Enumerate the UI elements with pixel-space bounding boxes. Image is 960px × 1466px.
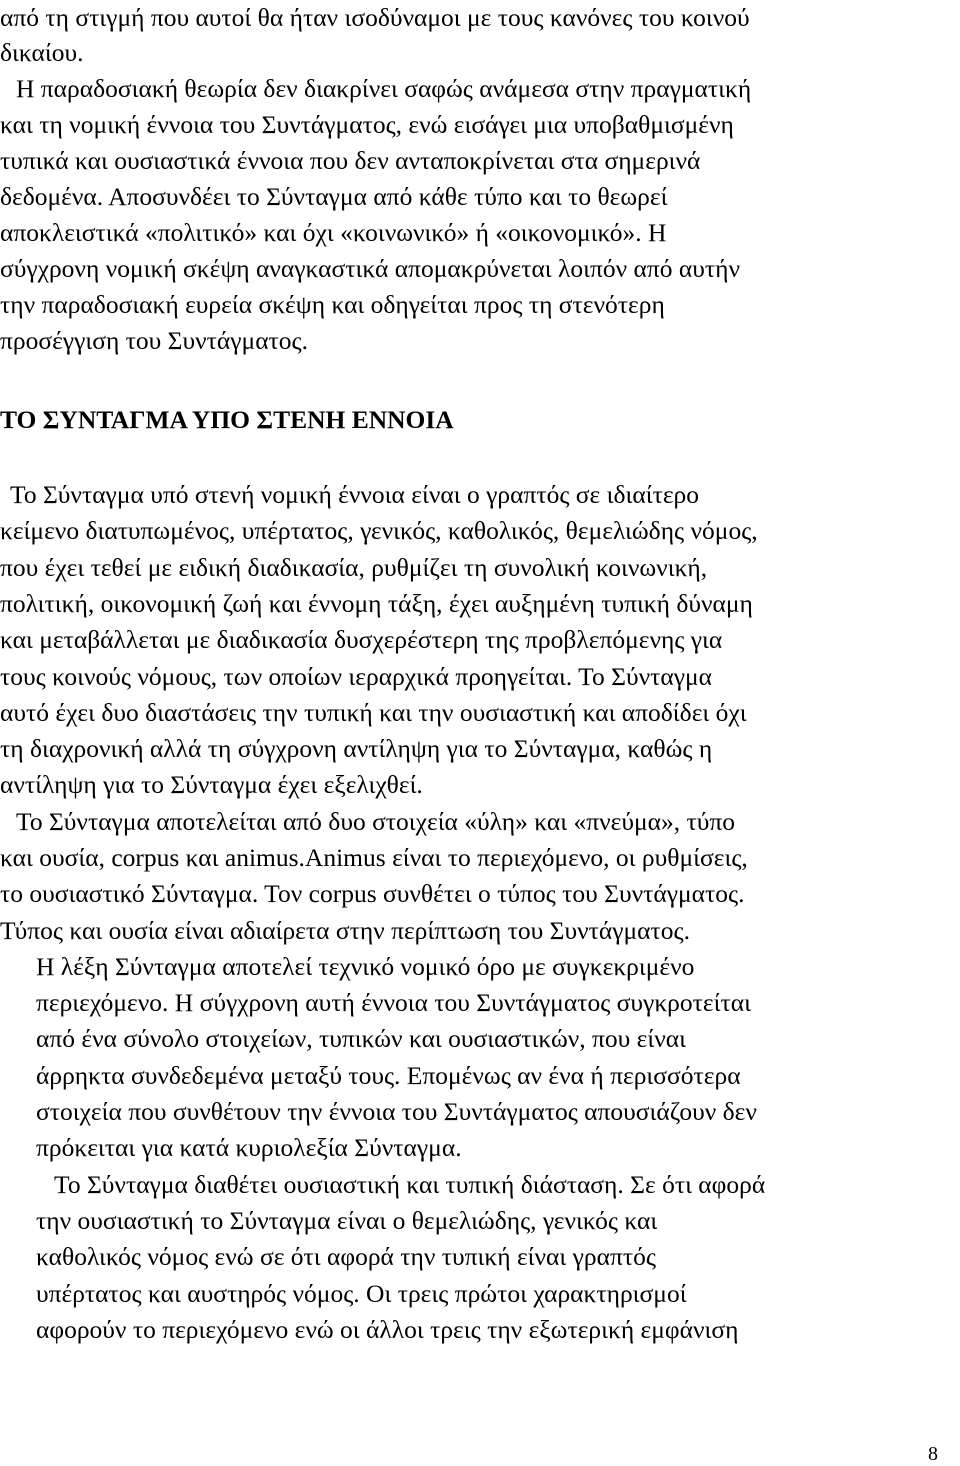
text-line: και τη νομική έννοια του Συντάγματος, ενώ εισάγει μια υποβαθμισμένη xyxy=(0,110,734,139)
text-line: αποκλειστικά «πολιτικό» και όχι «κοινωνικό» ή «οικονομικό». Η xyxy=(0,218,667,247)
text-line: πρόκειται για κατά κυριολεξία Σύνταγμα. xyxy=(36,1133,462,1162)
text-line: Το Σύνταγμα υπό στενή νομική έννοια είναι ο γραπτός σε ιδιαίτερο xyxy=(10,480,700,509)
text-line: την παραδοσιακή ευρεία σκέψη και οδηγείται προς τη στενότερη xyxy=(0,290,665,319)
text-line: αφορούν το περιεχόμενο ενώ οι άλλοι τρεις την εξωτερική εμφάνιση xyxy=(36,1315,739,1344)
text-line: άρρηκτα συνδεδεμένα μεταξύ τους. Επομένως αν ένα ή περισσότερα xyxy=(36,1061,741,1090)
text-line: περιεχόμενο. Η σύγχρονη αυτή έννοια του Συντάγματος συγκροτείται xyxy=(36,988,751,1017)
text-line: από ένα σύνολο στοιχείων, τυπικών και ουσιαστικών, που είναι xyxy=(36,1024,687,1053)
text-line: και ουσία, corpus και animus.Animus είναι το περιεχόμενο, οι ρυθμίσεις, xyxy=(0,843,748,872)
text-line: την ουσιαστική το Σύνταγμα είναι ο θεμελιώδης, γενικός και xyxy=(36,1206,658,1235)
text-line: προσέγγιση του Συντάγματος. xyxy=(0,326,309,355)
text-line: τους κοινούς νόμους, των οποίων ιεραρχικά προηγείται. Το Σύνταγμα xyxy=(0,662,713,691)
text-line: Τύπος και ουσία είναι αδιαίρετα στην περίπτωση του Συντάγματος. xyxy=(0,916,690,945)
page-number: 8 xyxy=(928,1443,938,1465)
section-heading: ΤΟ ΣΥΝΤΑΓΜΑ ΥΠΟ ΣΤΕΝΗ ΕΝΝΟΙΑ xyxy=(0,405,454,434)
text-line: στοιχεία που συνθέτουν την έννοια του Συντάγματος απουσιάζουν δεν xyxy=(36,1097,757,1126)
text-line: Το Σύνταγμα αποτελείται από δυο στοιχεία «ύλη» και «πνεύμα», τύπο xyxy=(16,807,736,836)
text-line: υπέρτατος και αυστηρός νόμος. Οι τρεις πρώτοι χαρακτηρισμοί xyxy=(36,1279,687,1308)
text-line: αυτό έχει δυο διαστάσεις την τυπική και την ουσιαστική και αποδίδει όχι xyxy=(0,698,747,727)
text-line: και μεταβάλλεται με διαδικασία δυσχερέστερη της προβλεπόμενης για xyxy=(0,625,723,654)
text-line: που έχει τεθεί με ειδική διαδικασία, ρυθμίζει τη συνολική κοινωνική, xyxy=(0,553,708,582)
text-line: σύγχρονη νομική σκέψη αναγκαστικά απομακρύνεται λοιπόν από αυτήν xyxy=(0,254,740,283)
text-line: πολιτική, οικονομική ζωή και έννομη τάξη, έχει αυξημένη τυπική δύναμη xyxy=(0,589,753,618)
text-line: δικαίου. xyxy=(0,38,84,67)
text-line: Η λέξη Σύνταγμα αποτελεί τεχνικό νομικό όρο με συγκεκριμένο xyxy=(36,952,695,981)
text-line: τη διαχρονική αλλά τη σύγχρονη αντίληψη για το Σύνταγμα, καθώς η xyxy=(0,734,713,763)
text-line: κείμενο διατυπωμένος, υπέρτατος, γενικός, καθολικός, θεμελιώδης νόμος, xyxy=(0,516,758,545)
text-line: από τη στιγμή που αυτοί θα ήταν ισοδύναμοι με τους κανόνες του κοινού xyxy=(0,3,750,32)
text-line: δεδομένα. Αποσυνδέει το Σύνταγμα από κάθε τύπο και το θεωρεί xyxy=(0,182,668,211)
text-line: αντίληψη για το Σύνταγμα έχει εξελιχθεί. xyxy=(0,770,423,799)
text-line: τυπικά και ουσιαστικά έννοια που δεν ανταποκρίνεται στα σημερινά xyxy=(0,146,701,175)
text-line: καθολικός νόμος ενώ σε ότι αφορά την τυπική είναι γραπτός xyxy=(36,1242,656,1271)
text-line: Το Σύνταγμα διαθέτει ουσιαστική και τυπική διάσταση. Σε ότι αφορά xyxy=(54,1170,766,1199)
text-line: Η παραδοσιακή θεωρία δεν διακρίνει σαφώς ανάμεσα στην πραγματική xyxy=(16,74,752,103)
text-line: το ουσιαστικό Σύνταγμα. Τον corpus συνθέτει ο τύπος του Συντάγματος. xyxy=(0,879,745,908)
